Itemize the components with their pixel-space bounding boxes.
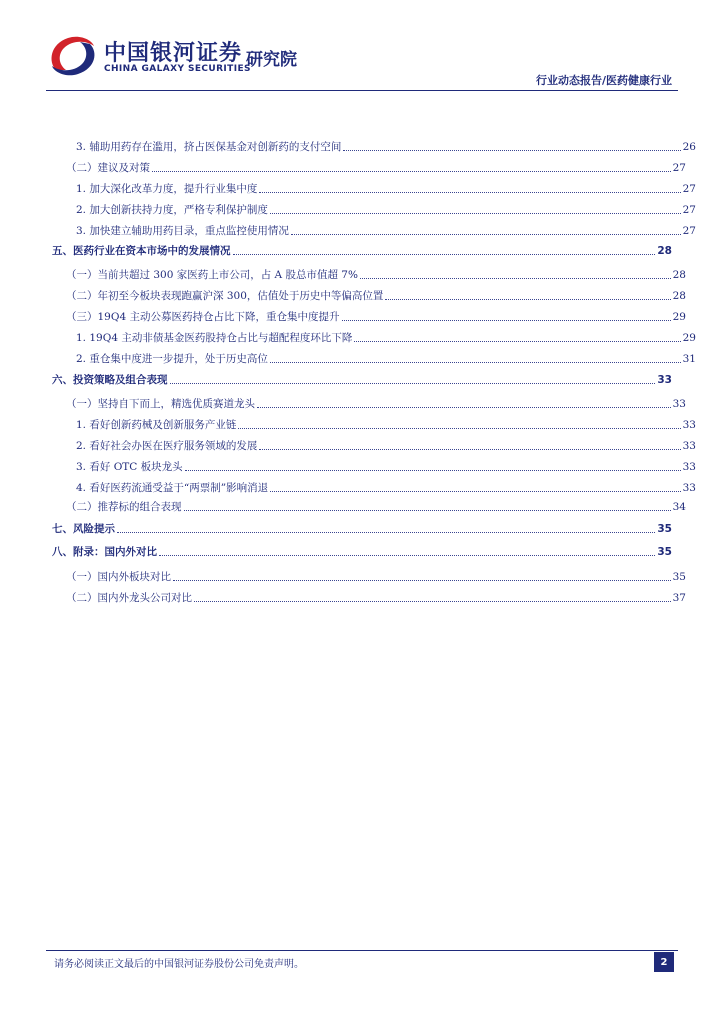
toc-entry[interactable] [52,220,696,238]
toc-entry[interactable] [52,136,696,154]
toc-entry-page: 33 [682,440,696,452]
toc-entry-title: 五、医药行业在资本市场中的发展情况 [52,245,231,257]
toc-entry[interactable] [52,369,672,387]
toc-leader-dots [238,428,680,429]
toc-entry-title: 七、风险提示 [52,523,115,535]
toc-entry-page: 28 [672,290,686,302]
toc-entry-page: 33 [657,374,672,386]
toc-entry[interactable] [52,456,696,474]
toc-entry-page: 27 [682,204,696,216]
toc-entry[interactable] [52,477,696,495]
toc-leader-dots [173,580,671,581]
toc-entry-title: 2. 重仓集中度进一步提升，处于历史高位 [76,353,268,365]
toc-entry-title: 3. 辅助用药存在滥用，挤占医保基金对创新药的支付空间 [76,141,342,153]
toc-entry-page: 33 [682,482,696,494]
toc-entry[interactable] [52,157,686,175]
toc-leader-dots [194,601,671,602]
toc-leader-dots [259,449,680,450]
toc-entry-page: 26 [682,141,696,153]
toc-entry[interactable] [52,587,686,605]
toc-entry[interactable] [52,306,686,324]
toc-leader-dots [257,407,671,408]
page-header [0,0,724,92]
toc-entry[interactable] [52,435,696,453]
toc-leader-dots [184,510,671,511]
toc-entry-page: 27 [682,183,696,195]
toc-entry-title: 1. 19Q4 主动非债基金医药股持仓占比与超配程度环比下降 [76,332,353,344]
toc-entry[interactable] [52,518,672,536]
toc-entry[interactable] [52,348,696,366]
toc-leader-dots [270,213,681,214]
toc-entry-page: 28 [672,269,686,281]
toc-entry[interactable] [52,327,696,345]
toc-entry-title: 2. 看好社会办医在医疗服务领域的发展 [76,440,258,452]
toc-entry-title: 4. 看好医药流通受益于“两票制”影响消退 [76,482,269,494]
toc-entry-page: 35 [657,523,672,535]
disclaimer-note: 请务必阅读正文最后的中国银河证券股份公司免责声明。 [54,959,304,970]
toc-entry-page: 33 [682,461,696,473]
toc-entry-title: （三）19Q4 主动公募医药持仓占比下降，重仓集中度提升 [66,311,340,323]
toc-leader-dots [233,254,656,255]
brand-name-cn: 中国银河证券 [104,41,243,66]
toc-entry[interactable] [52,393,686,411]
toc-entry-page: 29 [682,332,696,344]
toc-entry-title: 1. 加大深化改革力度，提升行业集中度 [76,183,258,195]
galaxy-logo-icon [46,32,100,80]
toc-leader-dots [360,278,671,279]
toc-entry-title: （二）推荐标的组合表现 [66,501,182,513]
toc-entry-page: 35 [672,571,686,583]
toc-entry-page: 37 [672,592,686,604]
toc-entry[interactable] [52,541,672,559]
page-number: 2 [654,952,674,972]
toc-entry-title: （二）建议及对策 [66,162,150,174]
toc-leader-dots [117,532,655,533]
toc-entry-page: 31 [682,353,696,365]
toc-entry-page: 29 [672,311,686,323]
toc-leader-dots [170,383,656,384]
toc-entry[interactable] [52,199,696,217]
toc-entry-title: （一）国内外板块对比 [66,571,171,583]
toc-entry-page: 35 [657,546,672,558]
toc-leader-dots [159,555,655,556]
toc-entry-page: 34 [672,501,686,513]
toc-entry-title: 八、附录：国内外对比 [52,546,157,558]
toc-entry[interactable] [52,240,672,258]
toc-leader-dots [270,491,681,492]
toc-entry[interactable] [52,285,686,303]
toc-entry-page: 28 [657,245,672,257]
toc-entry-title: （一）当前共超过 300 家医药上市公司，占 A 股总市值超 7% [66,269,358,281]
institute-label: 研究院 [246,50,297,70]
toc-entry[interactable] [52,566,686,584]
toc-entry[interactable] [52,178,696,196]
toc-entry-title: （二）国内外龙头公司对比 [66,592,192,604]
toc-entry-page: 27 [682,225,696,237]
toc-entry-page: 33 [672,398,686,410]
toc-leader-dots [354,341,680,342]
toc-entry-page: 33 [682,419,696,431]
toc-entry-title: 3. 看好 OTC 板块龙头 [76,461,183,473]
toc-leader-dots [185,470,681,471]
toc-leader-dots [342,320,671,321]
toc-entry-title: 六、投资策略及组合表现 [52,374,168,386]
toc-leader-dots [270,362,681,363]
toc-entry-title: （一）坚持自下而上，精选优质赛道龙头 [66,398,255,410]
report-type: 行业动态报告/医药健康行业 [535,74,672,87]
toc-entry-page: 27 [672,162,686,174]
header-divider [46,90,678,91]
toc-entry[interactable] [52,264,686,282]
toc-entry[interactable] [52,414,696,432]
toc-entry-title: 2. 加大创新扶持力度，严格专利保护制度 [76,204,268,216]
brand-name-en: CHINA GALAXY SECURITIES [104,64,251,74]
footer-divider [46,950,678,951]
toc-entry-title: 3. 加快建立辅助用药目录，重点监控使用情况 [76,225,289,237]
toc-leader-dots [385,299,670,300]
toc-leader-dots [343,150,680,151]
toc-leader-dots [152,171,671,172]
toc-leader-dots [259,192,680,193]
toc-entry[interactable] [52,496,686,514]
toc-leader-dots [291,234,681,235]
toc-entry-title: （二）年初至今板块表现跑赢沪深 300，估值处于历史中等偏高位置 [66,290,384,302]
toc-entry-title: 1. 看好创新药械及创新服务产业链 [76,419,237,431]
